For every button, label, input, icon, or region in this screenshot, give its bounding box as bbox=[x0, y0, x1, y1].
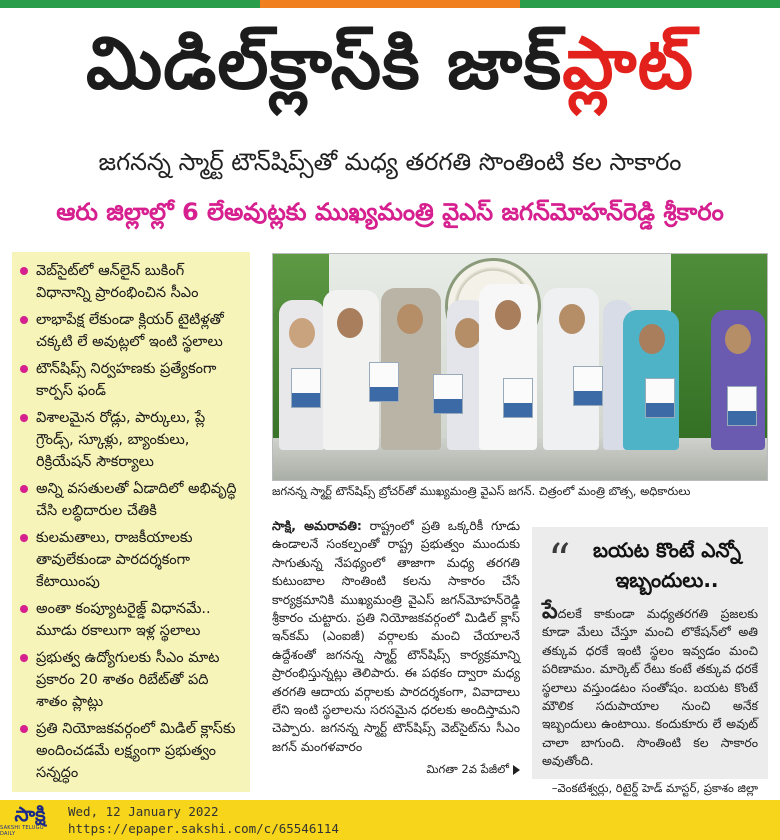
headline-main: మిడిల్‌క్లాస్‌కి జాక్ bbox=[85, 21, 563, 105]
deck-line: ఆరు జిల్లాల్లో 6 లేఅవుట్లకు ముఖ్యమంత్రి వైఎస్‌ జగన్‌మోహన్‌రెడ్డి శ్రీకారం bbox=[56, 198, 724, 226]
epaper-url[interactable]: https://epaper.sakshi.com/c/65546114 bbox=[68, 821, 339, 836]
photo-person-head bbox=[455, 318, 481, 348]
logo-tagline: SAKSHI TELUGU DAILY bbox=[0, 825, 44, 837]
news-photo bbox=[272, 253, 768, 481]
continued-note bbox=[272, 760, 520, 778]
photo-person-head bbox=[559, 304, 585, 334]
photo-person-head bbox=[495, 300, 521, 330]
headline bbox=[10, 16, 770, 128]
highlight-item: విశాలమైన రోడ్లు, పార్కులు, ప్లే గ్రౌండ్స్‌, స్కూళ్లు, బ్యాంకులు, రిక్రియేషన్‌ సౌకర్యాలు bbox=[28, 407, 242, 473]
logo-word: సాక్షి bbox=[14, 802, 46, 826]
strip-green-right bbox=[520, 0, 780, 8]
footer-meta bbox=[68, 803, 339, 837]
photo-person-head bbox=[337, 308, 363, 338]
photo-person-head bbox=[289, 318, 315, 348]
brochure bbox=[727, 386, 757, 426]
highlight-item: ప్రతి నియోజకవర్గంలో మిడిల్‌ క్లాస్‌కు అందించడమే లక్ష్యంగా ప్రభుత్వం సన్నద్ధం bbox=[28, 718, 242, 784]
article-byline: సాక్షి, అమరావతి: bbox=[272, 518, 362, 533]
highlight-item: అంతా కంప్యూటరైజ్డ్‌ విధానమే.. మూడు రకాలుగా ఇళ్ల స్థలాలు bbox=[28, 598, 242, 642]
brochure bbox=[573, 366, 603, 406]
brochure bbox=[433, 374, 463, 414]
subheadline: జగనన్న స్మార్ట్‌ టౌన్‌షిప్స్‌తో మధ్య తరగతి సొంతింటి కల సాకారం bbox=[98, 148, 682, 176]
strip-green-left bbox=[0, 0, 260, 8]
highlight-item: కులమతాలు, రాజకీయాలకు తావులేకుండా పారదర్శకంగా కేటాయింపు bbox=[28, 527, 242, 593]
highlight-item: ప్రభుత్వ ఉద్యోగులకు సీఎం మాట ప్రకారం 20 శాతం రిబేట్‌తో పది శాతం ప్లాట్లు bbox=[28, 647, 242, 713]
headline-accent: ప్లాట్ bbox=[562, 21, 695, 105]
photo-person-head bbox=[397, 304, 423, 334]
quote-mark-icon: “ bbox=[548, 535, 571, 586]
top-color-strip bbox=[0, 0, 780, 8]
highlight-item: లాభాపేక్ష లేకుండా క్లియర్‌ టైటిళ్లతో చక్కటి లే అవుట్లలో ఇంటి స్థలాలు bbox=[28, 309, 242, 353]
brochure bbox=[503, 378, 533, 418]
main-article bbox=[272, 517, 520, 779]
photo-person-head bbox=[725, 324, 751, 354]
brochure bbox=[369, 362, 399, 402]
highlight-item: అన్ని వసతులతో ఏడాదిలో అభివృద్ధి చేసి లబ్ధిదారుల చేతికి bbox=[28, 478, 242, 522]
highlights-list bbox=[28, 260, 242, 784]
strip-orange bbox=[260, 0, 520, 8]
quote-text: దలకే కాకుండా మధ్యతరగతి ప్రజలకు కూడా మేలు చేస్తూ మంచి లొకేషన్‌లో అతి తక్కువ ధరకే ఇంటి స్థలం ఇవ్వడం మంచి పరిణామం. మార్కెట్‌ రేటు కంటే తక్కువ ధరకే స్థలాలు వస్తుండటం సంతోషం. బయట కొంటే మౌలిక సదుపాయాల నుంచి అనేక ఇబ్బందులు ఉంటాయి. కందుకూరు లే అవుట్‌ చాలా బాగుంది. సొంతింటి కల సాకారం అవుతోంది. bbox=[542, 606, 758, 769]
brochure bbox=[645, 378, 675, 418]
brochure bbox=[291, 368, 321, 408]
continued-arrow-icon bbox=[513, 765, 520, 775]
highlight-item: టౌన్‌షిప్స్‌ నిర్వహణకు ప్రత్యేకంగా కార్పస్‌ ఫండ్‌ bbox=[28, 358, 242, 402]
footer-bar bbox=[0, 800, 780, 840]
quote-dropcap: పే bbox=[542, 599, 558, 624]
sakshi-logo[interactable] bbox=[0, 800, 60, 840]
quote-box bbox=[532, 527, 768, 795]
highlights-box bbox=[12, 252, 250, 792]
photo-caption: జగనన్న స్మార్ట్‌ టౌన్‌షిప్స్‌ బ్రోచర్‌తో ముఖ్యమంత్రి వైఎస్‌ జగన్‌. చిత్రంలో మంత్రి బొత్స, అధికారులు bbox=[272, 484, 691, 498]
edition-date: Wed, 12 January 2022 bbox=[68, 804, 219, 819]
article-body bbox=[272, 517, 520, 756]
quote-author: –వెంకటేశ్వర్లు, రిటైర్డ్‌ హెడ్‌ మాస్టర్‌, ప్రకాశం జిల్లా bbox=[551, 780, 758, 795]
article-text: రాష్ట్రంలో ప్రతి ఒక్కరికీ గూడు ఉండాలనే సంకల్పంతో రాష్ట్ర ప్రభుత్వం ముందుకు సాగుతున్న నేపథ్యంలో తాజాగా మధ్య తరగతి కుటుంబాల సొంతింటి కలను సాకారం చేసే కార్యక్రమానికి ముఖ్యమంత్రి వైఎస్‌ జగన్‌మోహన్‌రెడ్డి శ్రీకారం చుట్టారు. ప్రతి నియోజకవర్గంలో మిడిల్‌ క్లాస్‌ ఇన్‌కమ్‌ (ఎంఐజీ) వర్గాలకు మంచి చేయాలనే ఉద్దేశంతో జగనన్న స్మార్ట్‌ టౌన్‌షిప్స్‌ కార్యక్రమాన్ని ప్రారంభిస్తున్నట్లు తెలిపారు. ఈ పథకం ద్వారా మధ్య తరగతి ఆదాయ వర్గాలకు పారదర్శకంగా, వివాదాలు లేని ఇంటి స్థలాలను సరసమైన ధరలకు అందిస్తామని చెప్పారు. జగనన్న స్మార్ట్‌ టౌన్‌షిప్స్‌ వెబ్‌సైట్‌ను సీఎం జగన్‌ మంగళవారం bbox=[272, 518, 520, 754]
highlight-item: వెబ్‌సైట్‌లో ఆన్‌లైన్‌ బుకింగ్‌ విధానాన్ని ప్రారంభించిన సీఎం bbox=[28, 260, 242, 304]
photo-person-head bbox=[639, 324, 665, 354]
quote-body bbox=[542, 599, 758, 771]
quote-title: బయట కొంటే ఎన్నో ఇబ్బందులు.. bbox=[592, 538, 742, 592]
continued-label: మిగతా 2వ పేజీలో bbox=[426, 762, 509, 777]
